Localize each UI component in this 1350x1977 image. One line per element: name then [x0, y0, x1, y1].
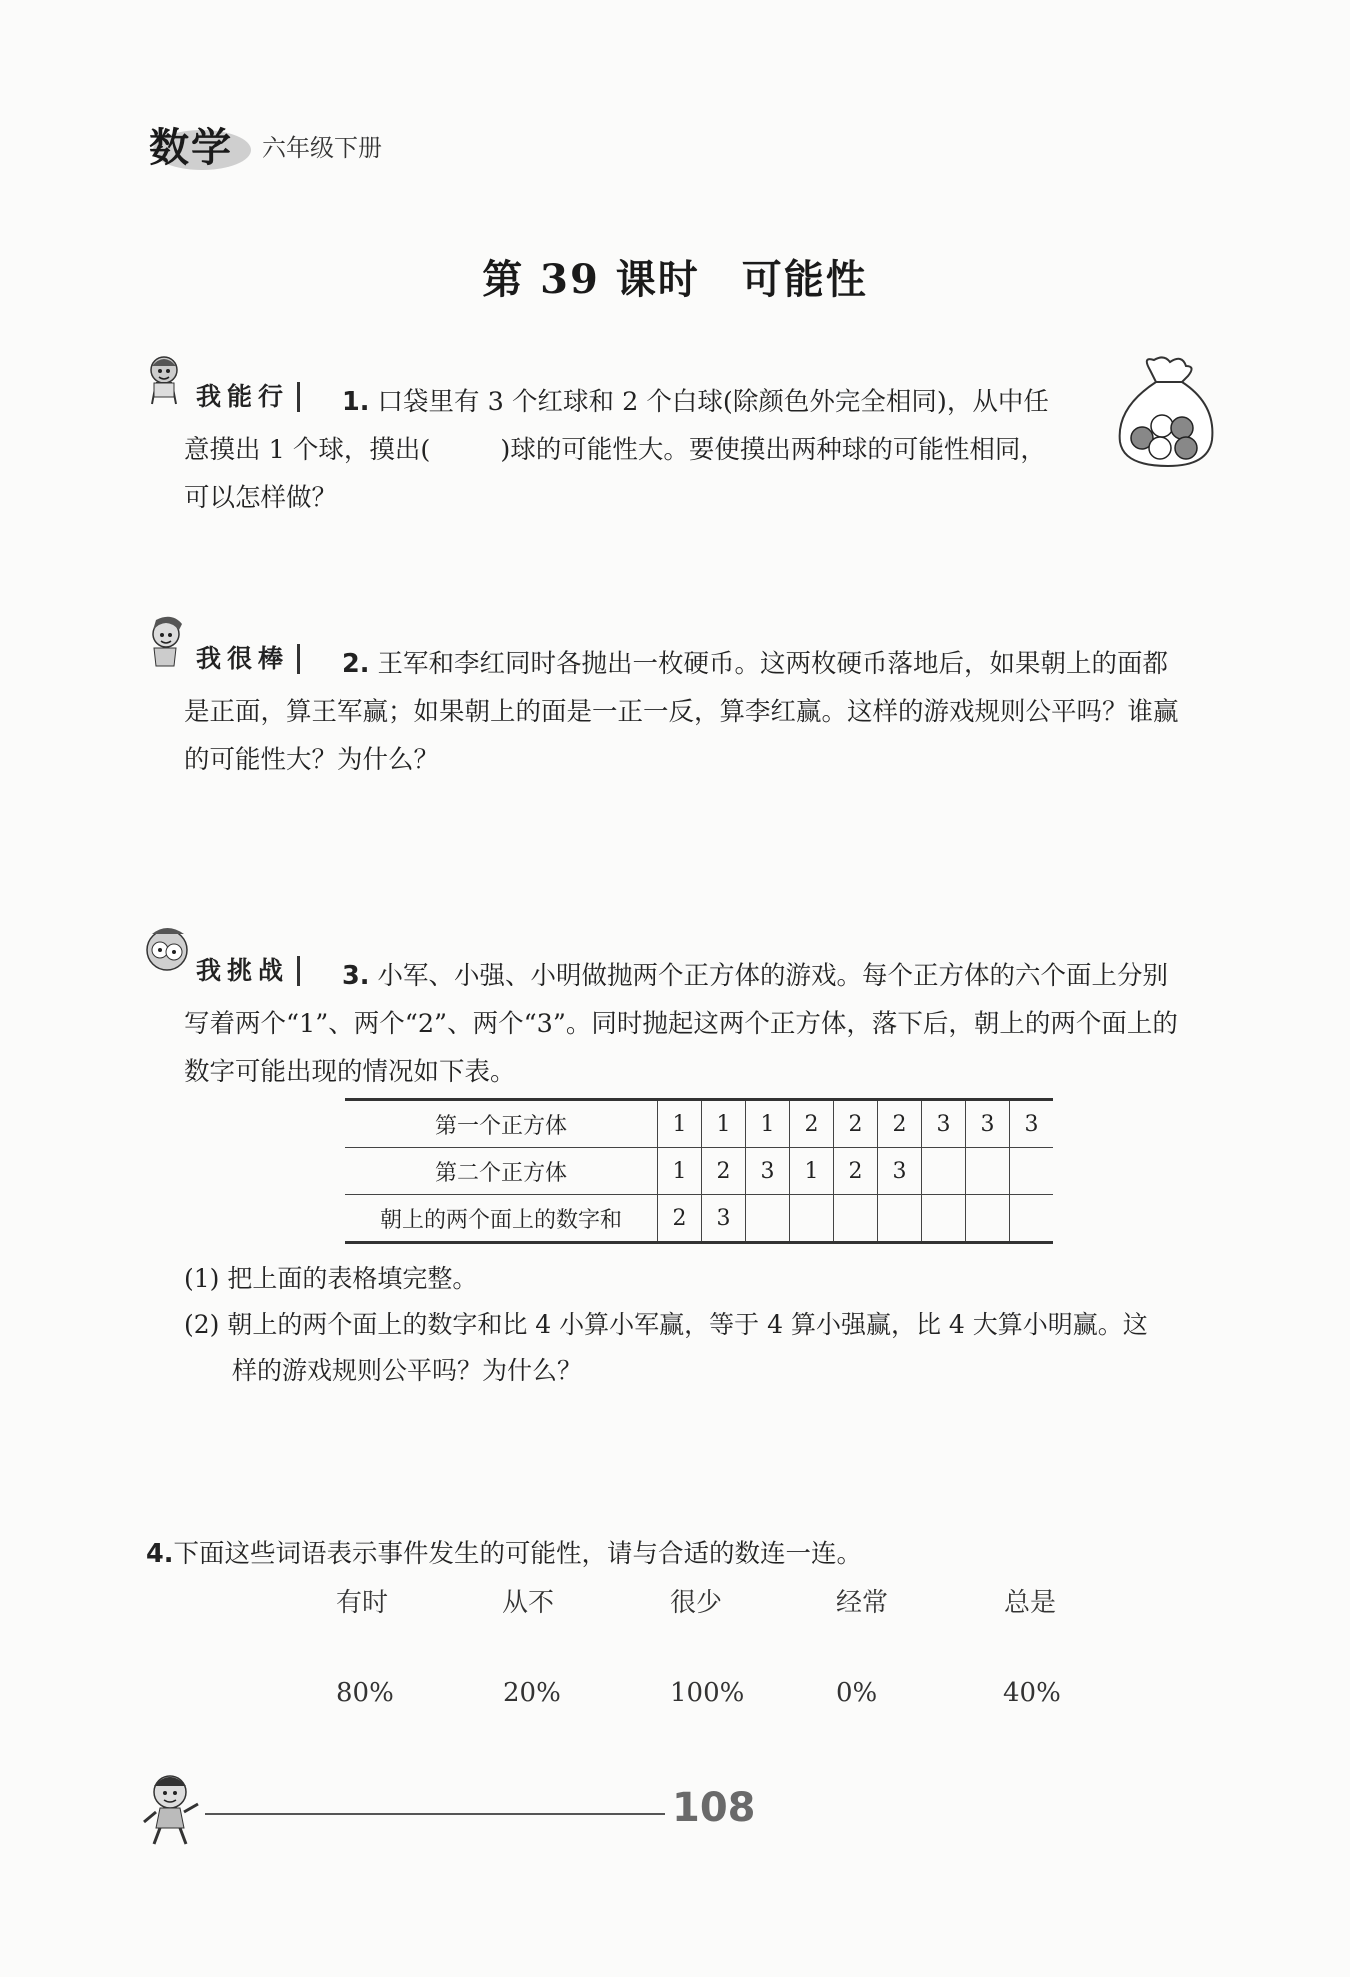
- section-label: 我很棒: [196, 644, 300, 674]
- table-cell: 3: [1010, 1100, 1054, 1148]
- question-number: 1.: [342, 387, 370, 417]
- book-grade: 六年级下册: [262, 134, 382, 162]
- percent-item[interactable]: 100%: [670, 1678, 745, 1708]
- table-row: [345, 1100, 1053, 1148]
- question-text: 口袋里有 3 个红球和 2 个白球(除颜色外完全相同)，从中任: [377, 387, 1049, 417]
- table-cell: 3: [922, 1100, 966, 1148]
- section-badge-2: [142, 614, 300, 674]
- table-cell: 2: [834, 1148, 878, 1195]
- section-badge-1: [142, 352, 300, 412]
- question-1-line2: [184, 426, 1114, 474]
- question-3: [342, 952, 1242, 1000]
- word-item[interactable]: 经常: [836, 1588, 889, 1618]
- table-cell: 2: [702, 1148, 746, 1195]
- section-badge-3: [142, 926, 300, 986]
- question-3-line3: 数字可能出现的情况如下表。: [184, 1057, 516, 1087]
- sub-question-2: (2) 朝上的两个面上的数字和比 4 小算小军赢，等于 4 算小强赢，比 4 大算小明赢。这: [184, 1310, 1148, 1339]
- mascot-icon: [142, 926, 192, 986]
- question-4: [146, 1530, 862, 1578]
- percent-item[interactable]: 20%: [503, 1678, 561, 1708]
- mascot-icon: [142, 352, 192, 412]
- question-number: 3.: [342, 961, 370, 991]
- table-cell-blank[interactable]: [966, 1195, 1010, 1243]
- table-cell: 3: [966, 1100, 1010, 1148]
- table-cell-blank[interactable]: [746, 1195, 790, 1243]
- lesson-title: 第 39 课时 可能性: [482, 256, 868, 303]
- question-number: 4.: [146, 1539, 174, 1569]
- question-text: 小军、小强、小明做抛两个正方体的游戏。每个正方体的六个面上分别: [377, 961, 1169, 991]
- word-item[interactable]: 总是: [1004, 1588, 1057, 1618]
- table-cell: 1: [658, 1148, 702, 1195]
- percent-item[interactable]: 0%: [836, 1678, 878, 1708]
- question-3-line2: 写着两个“1”、两个“2”、两个“3”。同时抛起这两个正方体，落下后，朝上的两个面上的: [184, 1009, 1178, 1039]
- question-number: 2.: [342, 649, 370, 679]
- question-text: 意摸出 1 个球，摸出(: [184, 435, 431, 465]
- table-cell: 3: [746, 1148, 790, 1195]
- sub-question-2-line2: 样的游戏规则公平吗？为什么？: [232, 1356, 583, 1385]
- sub-question-1: (1) 把上面的表格填完整。: [184, 1264, 478, 1293]
- question-2-line2: 是正面，算王军赢；如果朝上的面是一正一反，算李红赢。这样的游戏规则公平吗？谁赢: [184, 697, 1179, 727]
- table-cell: 2: [790, 1100, 834, 1148]
- book-subject: 数学: [149, 125, 233, 171]
- footer-rule: [205, 1813, 665, 1815]
- table-row: [345, 1148, 1053, 1195]
- table-cell: 1: [702, 1100, 746, 1148]
- percent-item[interactable]: 80%: [336, 1678, 394, 1708]
- table-cell-blank[interactable]: [790, 1195, 834, 1243]
- question-text: 下面这些词语表示事件发生的可能性，请与合适的数连一连。: [173, 1539, 862, 1569]
- row-header: 第二个正方体: [345, 1148, 658, 1195]
- question-1: [342, 378, 1102, 426]
- row-header: 第一个正方体: [345, 1100, 658, 1148]
- table-cell-blank[interactable]: [834, 1195, 878, 1243]
- table-cell: 1: [658, 1100, 702, 1148]
- word-item[interactable]: 有时: [336, 1588, 389, 1618]
- table-cell-blank[interactable]: [966, 1148, 1010, 1195]
- table-cell: 2: [834, 1100, 878, 1148]
- row-header: 朝上的两个面上的数字和: [345, 1195, 658, 1243]
- table-cell-blank[interactable]: [922, 1195, 966, 1243]
- table-row: [345, 1195, 1053, 1243]
- question-2: [342, 640, 1242, 688]
- table-cell-blank[interactable]: [922, 1148, 966, 1195]
- mascot-icon: [142, 614, 192, 674]
- book-title-badge: [145, 112, 255, 172]
- footer-mascot-icon: [140, 1768, 208, 1848]
- table-cell: 3: [878, 1148, 922, 1195]
- word-item[interactable]: 从不: [502, 1588, 555, 1618]
- percent-item[interactable]: 40%: [1003, 1678, 1061, 1708]
- question-text: 王军和李红同时各抛出一枚硬币。这两枚硬币落地后，如果朝上的面都: [377, 649, 1169, 679]
- table-cell-blank[interactable]: [1010, 1148, 1054, 1195]
- section-label: 我能行: [196, 382, 300, 412]
- page-number: 108: [672, 1785, 756, 1831]
- table-cell: 2: [878, 1100, 922, 1148]
- table-cell: 1: [746, 1100, 790, 1148]
- question-2-line3: 的可能性大？为什么？: [184, 745, 440, 775]
- table-cell-blank[interactable]: [1010, 1195, 1054, 1243]
- word-item[interactable]: 很少: [670, 1588, 723, 1618]
- table-cell: 1: [790, 1148, 834, 1195]
- table-cell: 3: [702, 1195, 746, 1243]
- dice-sum-table: [345, 1098, 1053, 1244]
- table-cell: 2: [658, 1195, 702, 1243]
- question-1-line3: 可以怎样做？: [184, 483, 338, 513]
- ball-bag-icon: [1112, 352, 1222, 472]
- section-label: 我挑战: [196, 956, 300, 986]
- table-cell-blank[interactable]: [878, 1195, 922, 1243]
- question-text: )球的可能性大。要使摸出两种球的可能性相同，: [500, 435, 1046, 465]
